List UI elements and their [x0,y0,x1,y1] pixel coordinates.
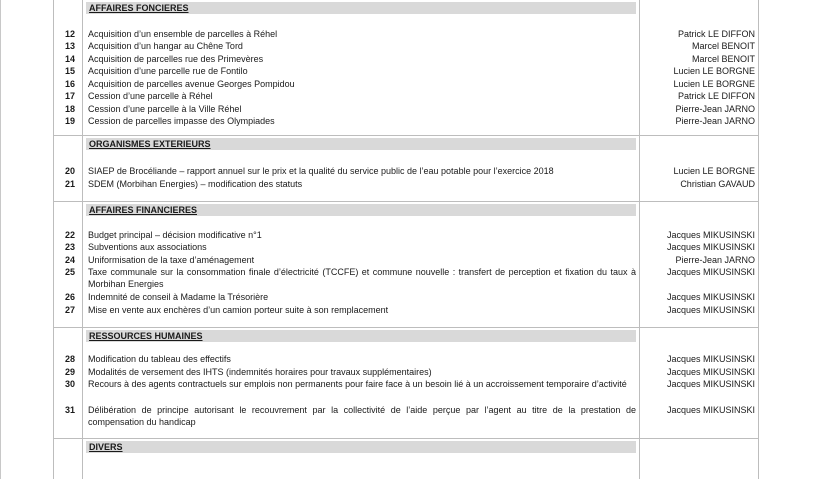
item-number: 24 [64,255,75,265]
item-label: Cession de parcelles impasse des Olympiades [88,116,275,126]
item-rapporteur: Pierre-Jean JARNO [675,104,755,114]
item-number: 27 [64,305,75,315]
item-number: 14 [64,54,75,64]
item-label: Acquisition d’une parcelle rue de Fontilo [88,66,248,76]
item-rapporteur: Jacques MIKUSINSKI [666,367,755,377]
item-number: 15 [64,66,75,76]
item-rapporteur: Lucien LE BORGNE [673,79,755,89]
item-number: 28 [64,354,75,364]
item-number: 26 [64,292,75,302]
section-affaires-foncieres [53,0,759,136]
item-number: 17 [64,91,75,101]
item-rapporteur: Pierre-Jean JARNO [675,116,755,126]
item-number: 12 [64,29,75,39]
section-ressources-humaines [53,328,759,439]
item-rapporteur: Christian GAVAUD [680,179,755,189]
item-label: Indemnité de conseil à Madame la Trésorière [88,292,269,302]
item-number: 13 [64,41,75,51]
item-label: Cession d’une parcelle à la Ville Réhel [88,104,242,114]
item-label: Uniformisation de la taxe d’aménagement [88,255,255,265]
item-label: Délibération de principe autorisant le recouvrement par la collectivité de l’aide perçue par l’agent au titre de la prestation de compensation du handicap [88,405,636,427]
item-rapporteur: Jacques MIKUSINSKI [666,267,755,277]
item-rapporteur: Jacques MIKUSINSKI [666,292,755,302]
section-affaires-financieres [53,202,759,328]
item-number: 16 [64,79,75,89]
item-rapporteur: Jacques MIKUSINSKI [666,230,755,240]
item-label: Mise en vente aux enchères d’un camion porteur suite à son remplacement [88,305,389,315]
item-label: Acquisition d’un hangar au Chêne Tord [88,41,243,51]
item-label: Acquisition d’un ensemble de parcelles à Réhel [88,29,278,39]
item-number: 25 [64,267,75,277]
item-rapporteur: Jacques MIKUSINSKI [666,354,755,364]
item-label: Budget principal – décision modificative n°1 [88,230,262,240]
item-rapporteur: Lucien LE BORGNE [673,66,755,76]
item-label: Modalités de versement des IHTS (indemnités horaires pour travaux supplémentaires) [88,367,432,377]
item-rapporteur: Jacques MIKUSINSKI [666,242,755,252]
item-number: 31 [64,405,75,415]
item-rapporteur: Lucien LE BORGNE [673,166,755,176]
item-rapporteur: Patrick LE DIFFON [677,91,755,101]
item-label: SDEM (Morbihan Energies) – modification des statuts [88,179,303,189]
item-rapporteur: Marcel BENOIT [691,54,755,64]
page-edge [0,0,1,479]
item-number: 30 [64,379,75,389]
item-label: Modification du tableau des effectifs [88,354,231,364]
item-label: Acquisition de parcelles rue des Primevères [88,54,264,64]
item-number: 18 [64,104,75,114]
item-number: 23 [64,242,75,252]
section-divers [53,439,759,479]
section-heading: ORGANISMES EXTERIEURS [86,138,636,150]
item-label: Cession d’une parcelle à Réhel [88,91,213,101]
item-rapporteur: Pierre-Jean JARNO [675,255,755,265]
item-rapporteur: Jacques MIKUSINSKI [666,379,755,389]
item-label: Subventions aux associations [88,242,207,252]
item-number: 21 [64,179,75,189]
item-rapporteur: Patrick LE DIFFON [677,29,755,39]
item-label: Recours à des agents contractuels sur emplois non permanents pour faire face à un besoin lié à un accroissement temporaire d’activité [88,379,627,389]
item-number: 20 [64,166,75,176]
section-heading: AFFAIRES FONCIERES [86,2,636,14]
item-rapporteur: Marcel BENOIT [691,41,755,51]
item-label: Acquisition de parcelles avenue Georges Pompidou [88,79,295,89]
item-number: 29 [64,367,75,377]
item-rapporteur: Jacques MIKUSINSKI [666,305,755,315]
section-heading: AFFAIRES FINANCIERES [86,204,636,216]
item-label: SIAEP de Brocéliande – rapport annuel sur le prix et la qualité du service public de l’eau potable pour l’exercice 2018 [88,166,554,176]
item-rapporteur: Jacques MIKUSINSKI [666,405,755,415]
item-number: 22 [64,230,75,240]
item-number: 19 [64,116,75,126]
section-heading: DIVERS [86,441,636,453]
section-organismes-exterieurs [53,136,759,202]
item-label: Taxe communale sur la consommation finale d’électricité (TCCFE) et commune nouvelle : transfert de perception et fixation du taux à Morbihan Energies [88,267,636,289]
section-heading: RESSOURCES HUMAINES [86,330,636,342]
